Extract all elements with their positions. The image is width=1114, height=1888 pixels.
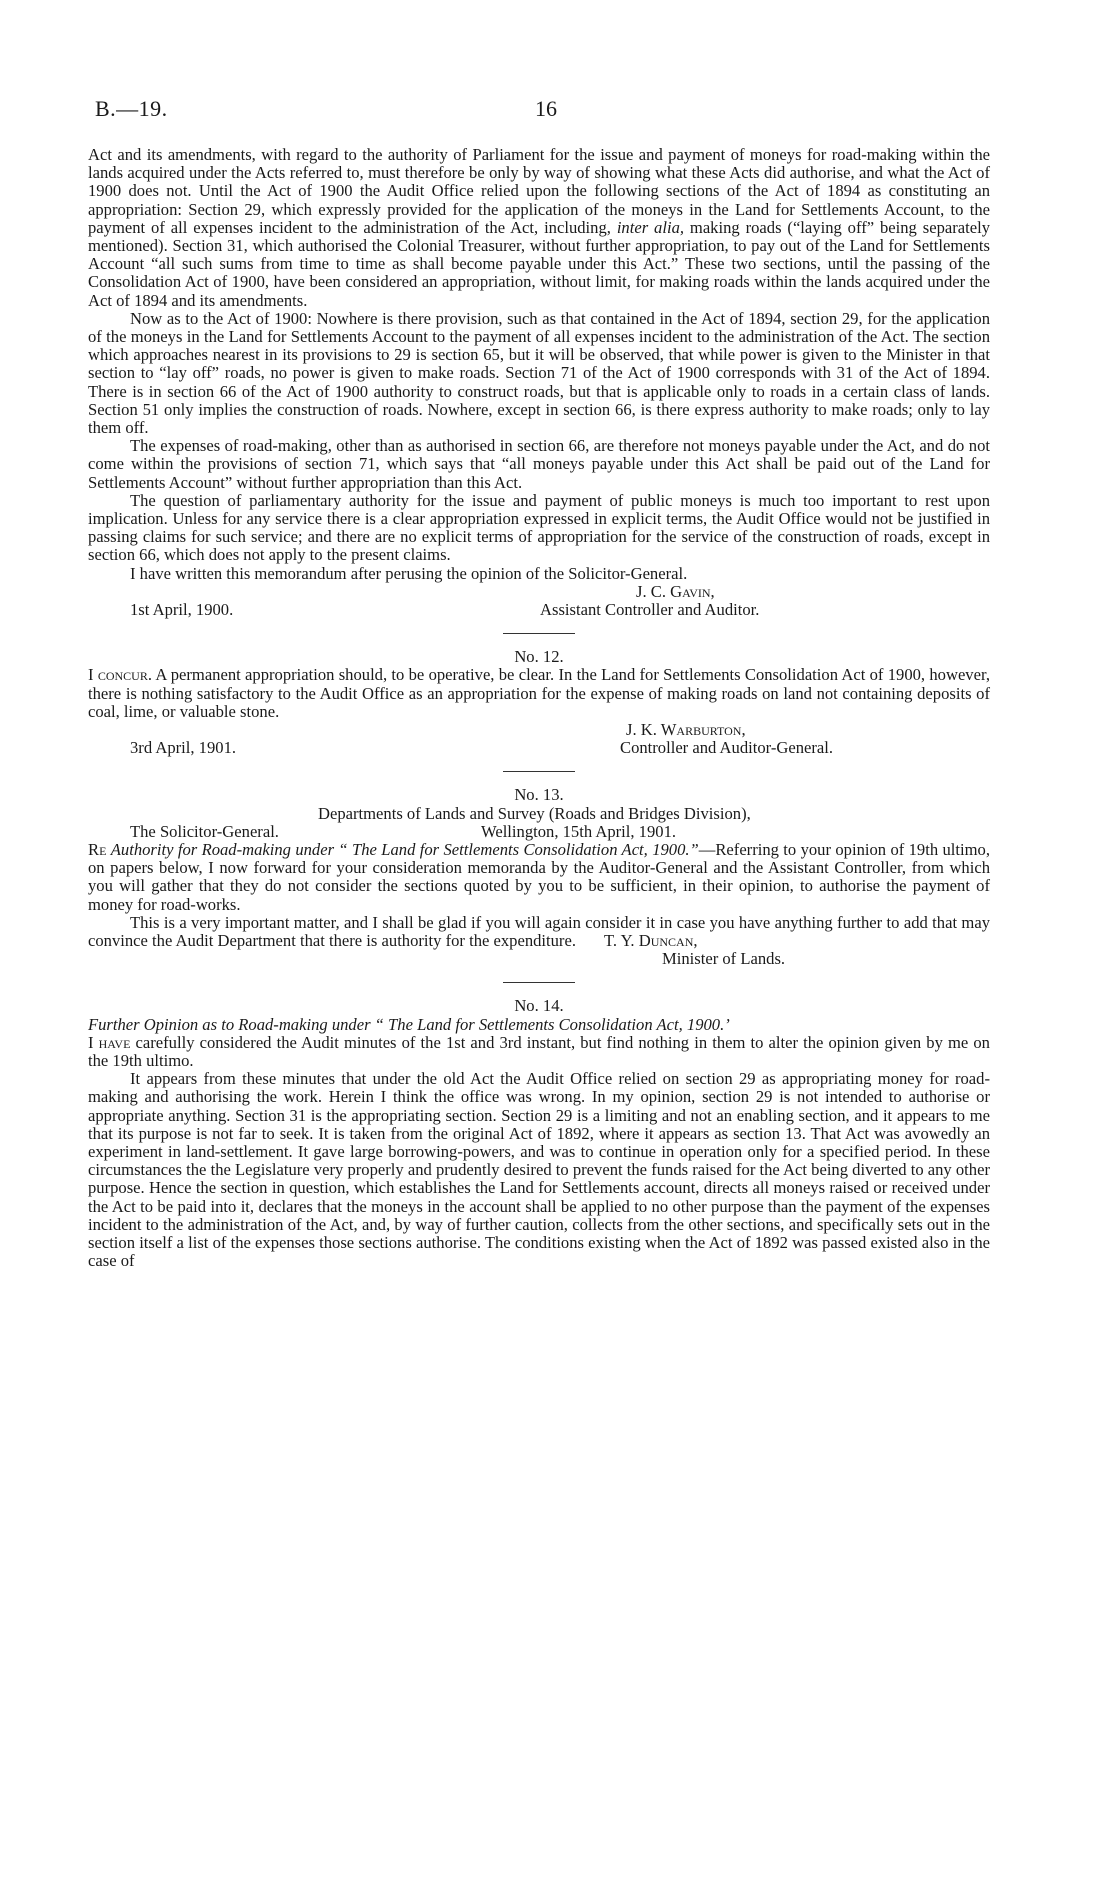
no13-place-date: Wellington, 15th April, 1901.: [481, 821, 677, 841]
page-header: [95, 96, 1019, 130]
no12-paragraph: [88, 666, 990, 721]
no12-name-row: [88, 721, 990, 739]
document-code: B.—19.: [95, 96, 168, 121]
section-heading-12: No. 12.: [514, 647, 564, 667]
signatory-title: Assistant Controller and Auditor.: [540, 600, 760, 620]
no13-re-subject: Authority for Road-making under “ The Land for Settlements Consolidation Act, 1900.”: [110, 840, 699, 860]
memo-date: 1st April, 1900.: [130, 600, 234, 620]
paragraph-1: [88, 146, 990, 310]
paragraph-5: I have written this memorandum after perusing the opinion of the Solicitor-General.: [130, 563, 688, 583]
paragraph-1-italic: inter alia,: [616, 217, 685, 237]
no13-signatory-name: T. Y. Duncan,: [598, 932, 698, 950]
page-number: 16: [535, 96, 557, 121]
paragraph-1-tail: making roads (“laying off” being separately mentioned). Section 31, which authorised the Colonial Treasurer, without further appropriation, to pay out of the Land for Settlements Account “all such sums from time to time as shall become payable under this Act.” These two sections, until the passing of the Consolidation Act of 1900, have been considered an appropriation, without limit, for making roads within the lands acquired under the Act of 1894 and its amendments.: [88, 217, 991, 310]
no12-date: 3rd April, 1901.: [130, 738, 237, 758]
no14-paragraph-2: It appears from these minutes that under the old Act the Audit Office relied on section 29 as appropriating money for road-making and authorising the work. Herein I think the office was wrong. In my opinion, section 29 is not intended to authorise or appropriate anything. Section 31 is the appropriating section. Section 29 is a limiting and not an enabling section, and it appears to me that its purpose is not far to seek. It is taken from the original Act of 1892, where it appears as section 13. That Act was avowedly an experiment in land-settlement. It gave large borrowing-powers, and was to continue in operation only for a specified period. In these circumstances the the Legislature very properly and prudently desired to prevent the funds raised for the Act being diverted to any other purpose. Hence the section in question, which establishes the Land for Settlements account, directs all moneys raised or received under the Act to be paid into it, declares that the moneys in the account shall be applied to no other purpose than the payment of the expenses incident to the administration of the Act, and, by way of further caution, collects from the other sections, and specifically sets out in the section itself a list of the expenses those sections authorise. The conditions existing when the Act of 1892 was passed existed also in the case of: [88, 1069, 990, 1271]
section-divider: [503, 633, 575, 634]
section-heading-13: No. 13.: [514, 785, 564, 805]
no13-signatory-title: Minister of Lands.: [662, 949, 786, 969]
no13-paragraph-1: [88, 841, 990, 914]
no14-subtitle: Further Opinion as to Road-making under “ The Land for Settlements Consolidation Act, 1900.’: [88, 1014, 730, 1034]
no12-text: A permanent appropriation should, to be operative, be clear. In the Land for Settlements Consolidation Act of 1900, however, there is nothing satisfactory to the Audit Office as an appropriation for the expense of making roads on land not containing deposits of coal, lime, or valuable stone.: [88, 665, 990, 721]
no12-date-row: [88, 739, 990, 757]
no12-lead: I concur.: [88, 665, 152, 685]
no13-address-row: [88, 823, 990, 841]
signature-name-row-1: [88, 583, 990, 601]
no14-lead: I have: [88, 1032, 131, 1052]
no13-re: Re: [88, 840, 107, 860]
no13-name-row: [88, 932, 990, 950]
no13-department: Departments of Lands and Survey (Roads and Bridges Division),: [318, 803, 751, 823]
no12-signatory-title: Controller and Auditor-General.: [620, 738, 834, 758]
paragraph-2: Now as to the Act of 1900: Nowhere is there provision, such as that contained in the Act of 1894, section 29, for the application of the moneys in the Land for Settlements Account to the payment of all expenses incident to the administration of the Act. The section which approaches nearest in its provisions to 29 is section 65, but it will be observed, that while power is given to the Minister in that section to “lay off” roads, no power is given to make roads. Section 71 of the Act of 1900 corresponds with 31 of the Act of 1894. There is in section 66 of the Act of 1900 authority to construct roads, but that is applicable only to roads in a certain class of lands. Section 51 only implies the construction of roads. Nowhere, except in section 66, is there express authority to make roads; only to lay them off.: [88, 308, 990, 438]
section-heading-14: No. 14.: [514, 996, 564, 1016]
signatory-name: J. C. Gavin,: [636, 581, 715, 601]
no13-addressee: The Solicitor-General.: [130, 821, 279, 841]
signature-title-row-1: [88, 601, 990, 619]
no12-signatory-name: J. K. Warburton,: [626, 720, 746, 740]
no14-text-1: carefully considered the Audit minutes of the 1st and 3rd instant, but find nothing in them to alter the opinion given by me on the 19th ultimo.: [88, 1032, 990, 1071]
no14-paragraph-1: [88, 1034, 990, 1070]
paragraph-3: The expenses of road-making, other than as authorised in section 66, are therefore not moneys payable under the Act, and do not come within the provisions of section 71, which says that “all moneys payable under this Act shall be paid out of the Land for Settlements Account” without further appropriation than this Act.: [88, 436, 990, 492]
document-body: [88, 146, 990, 1270]
section-divider: [503, 982, 575, 983]
no13-re-text: —Referring to your opinion of 19th ultimo, on papers below, I now forward for your consideration memoranda by the Auditor-General and the Assistant Controller, from which you will gather that they do not consider the sections quoted by you to be sufficient, in their opinion, to authorise the payment of money for road-works.: [88, 840, 990, 914]
no13-title-row: [88, 950, 990, 968]
no13-paragraph-2: This is a very important matter, and I shall be glad if you will again consider it in case you have anything further to add that may convince the Audit Department that there is authority for the expenditure.: [88, 912, 990, 951]
paragraph-1-text: Act and its amendments, with regard to the authority of Parliament for the issue and payment of moneys for road-making within the lands acquired under the Acts referred to, must therefore be only by way of showing what these Acts did authorise, and what the Act of 1900 does not. Until the Act of 1900 the Audit Office relied upon the following sections of the Act of 1894 as constituting an appropriation: Section 29, which expressly provided for the application of the moneys in the Land for Settlements Account, to the payment of all expenses incident to the administration of the Act, including,: [88, 145, 990, 237]
no13-dept-row: [88, 805, 990, 823]
paragraph-4: The question of parliamentary authority for the issue and payment of public moneys is much too important to rest upon implication. Unless for any service there is a clear appropriation expressed in explicit terms, the Audit Office would not be justified in passing claims for such service; and there are no explicit terms of appropriation for the service of the construction of roads, except in section 66, which does not apply to the present claims.: [88, 490, 990, 565]
section-divider: [503, 771, 575, 772]
